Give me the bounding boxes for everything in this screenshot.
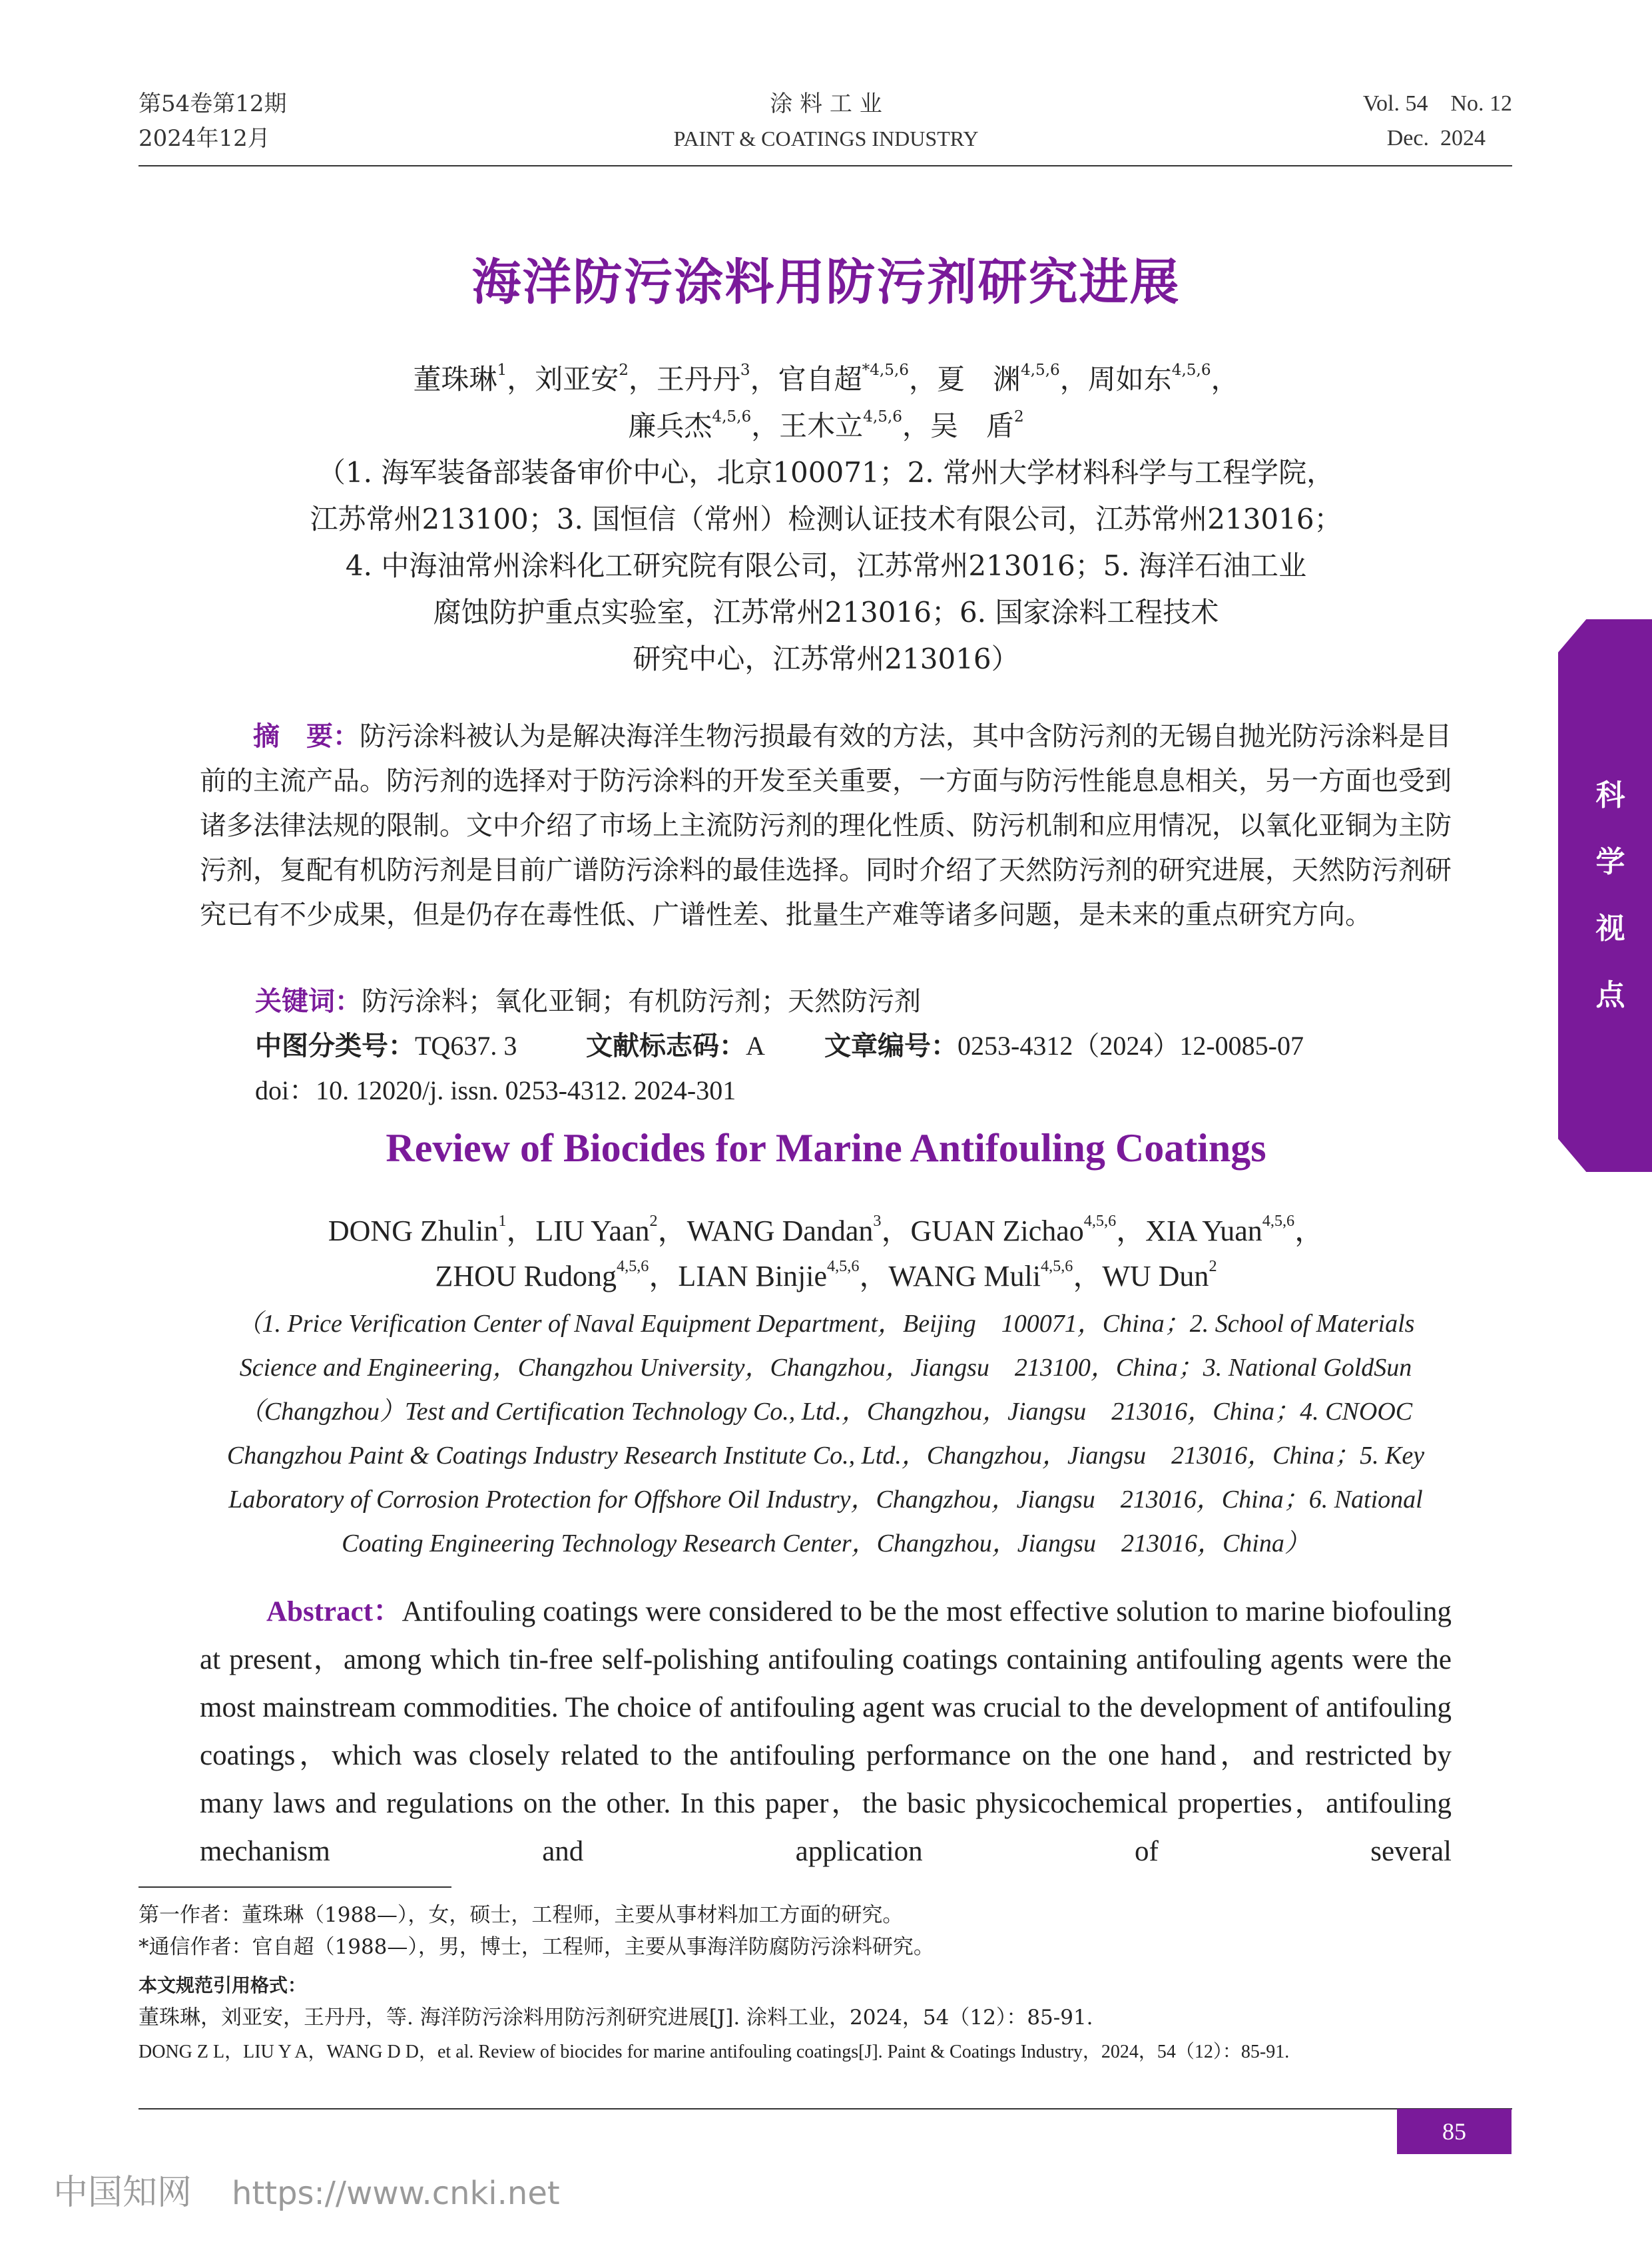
affiliation-cn-line: 江苏常州213100；3. 国恒信（常州）检测认证技术有限公司，江苏常州213016； [310, 503, 1342, 535]
article-title-cn: 海洋防污涂料用防污剂研究进展 [471, 254, 1181, 311]
doc-code-value: A [746, 1031, 765, 1061]
header-rule [138, 165, 1512, 166]
authors-cn-line-2: 廉兵杰$^{4,5,6}$，王木立$^{4,5,6}$，吴 盾$^2$ [628, 408, 1024, 442]
article-number-label: 文章编号： [824, 1030, 958, 1061]
page-number: 85 [1397, 2109, 1512, 2154]
authors-en [0, 1209, 1652, 1299]
doi: doi：10. 12020/j. issn. 0253-4312. 2024-301 [255, 1075, 736, 1105]
affiliation-cn-line: 4. 中海油常州涂料化工研究院有限公司，江苏常州213016；5. 海洋石油工业 [345, 549, 1307, 582]
citation-format-label: 本文规范引用格式： [138, 1974, 307, 1996]
citation-cn: 董珠琳，刘亚安，王丹丹，等. 海洋防污涂料用防污剂研究进展[J]. 涂料工业，2024，54（12）：85-91. [138, 2006, 1093, 2030]
authors-cn-line-1: 董珠琳$^1$，刘亚安$^2$，王丹丹$^3$，官自超$^{*4,5,6}$，夏 渊$^{4,5,6}$，周如东$^{4,5,6}$， [413, 362, 1239, 396]
cnki-watermark[interactable] [53, 2164, 560, 2214]
affiliation-cn-line: （1. 海军装备部装备审价中心，北京100071；2. 常州大学材料科学与工程学院， [317, 456, 1335, 489]
abstract-en-text: Antifouling coatings were considered to be the most effective solution to marine biofouling at present，among which tin-free self-polishing antifouling coatings containing antifouling agents were the most mainstream commodities. The choice of antifouling agent was crucial to the development of antifouling coatings，which was closely related to the antifouling performance on the one hand，and restricted by many laws and regulations on the other. In this paper，the basic physicochemical properties，antifouling mechanism and application of several [200, 1596, 1452, 1867]
clc-value: TQ637. 3 [415, 1031, 517, 1061]
abstract-cn [200, 714, 1452, 938]
header-date-cn: 2024年12月 [138, 125, 270, 152]
keywords-text: 防污涂料；氧化亚铜；有机防污剂；天然防污剂 [362, 986, 921, 1017]
keywords [255, 979, 921, 1024]
cnki-url[interactable]: https://www.cnki.net [232, 2175, 560, 2212]
article-title-en: Review of Biocides for Marine Antifouling Coatings [386, 1126, 1266, 1170]
abstract-en-label: Abstract： [266, 1596, 402, 1627]
affiliation-cn-line: 研究中心，江苏常州213016） [633, 643, 1019, 675]
authors-en-line-2: ZHOU Rudong$^{4,5,6}$，LIAN Binjie$^{4,5,6}$，WANG Muli$^{4,5,6}$，WU Dun$^2$ [435, 1257, 1217, 1292]
affiliation-cn-line: 腐蚀防护重点实验室，江苏常州213016；6. 国家涂料工程技术 [433, 596, 1219, 629]
article-number [824, 1023, 1304, 1069]
header-journal-cn: 涂 料 工 业 [770, 91, 882, 117]
header-date-en: Dec. 2024 [1386, 126, 1486, 150]
header-volume-en: Vol. 54 No. 12 [1362, 91, 1512, 116]
clc-label: 中图分类号： [255, 1030, 415, 1061]
section-side-tab-label: 科 学 视 点 [1595, 778, 1625, 1012]
keywords-label: 关键词： [255, 985, 362, 1017]
authors-en-line-1: DONG Zhulin$^1$，LIU Yaan$^2$，WANG Dandan$^3$，GUAN Zichao$^{4,5,6}$，XIA Yuan$^{4,5,6}$， [328, 1212, 1324, 1247]
footer-rule [138, 2108, 1512, 2109]
abstract-cn-text: 防污涂料被认为是解决海洋生物污损最有效的方法，其中含防污剂的无锡自抛光防污涂料是目前的主流产品。防污剂的选择对于防污涂料的开发至关重要，一方面与防污性能息息相关，另一方面也受到诸多法律法规的限制。文中介绍了市场上主流防污剂的理化性质、防污机制和应用情况，以氧化亚铜为主防污剂，复配有机防污剂是目前广谱防污涂料的最佳选择。同时介绍了天然防污剂的研究进展，天然防污剂研究已有不少成果，但是仍存在毒性低、广谱性差、批量生产难等诸多问题，是未来的重点研究方向。 [200, 721, 1452, 930]
citation-en: DONG Z L，LIU Y A，WANG D D，et al. Review of biocides for marine antifouling coatings[J]. Paint & Coatings Industry，2024，54（12）：85-91. [138, 2042, 1290, 2062]
header-journal-en: PAINT & COATINGS INDUSTRY [673, 127, 979, 150]
authors-cn [0, 356, 1652, 449]
doc-code [586, 1023, 765, 1069]
footnote-first-author: 第一作者：董珠琳（1988—），女，硕士，工程师，主要从事材料加工方面的研究。 [138, 1903, 904, 1927]
article-number-value: 0253-4312（2024）12-0085-07 [958, 1031, 1304, 1061]
affiliations-cn [0, 449, 1652, 683]
footnote-rule [138, 1886, 451, 1888]
abstract-cn-label: 摘 要： [253, 720, 360, 752]
classification-row [255, 1023, 517, 1069]
doc-code-label: 文献标志码： [586, 1030, 746, 1061]
abstract-en [200, 1588, 1452, 1876]
affiliations-en: （1. Price Verification Center of Naval Equipment Department，Beijing 100071，China；2. School of Materials Science and Engineering，Changzhou University，Changzhou，Jiangsu 213100，China；3. National GoldSun（Changzhou）Test and Certification Technology Co., Ltd.，Changzhou，Jiangsu 213016，China；4. CNOOC Changzhou Paint & Coatings Industry Research Institute Co., Ltd.，Changzhou，Jiangsu 213016，China；5. Key Laboratory of Corrosion Protection for Offshore Oil Industry，Changzhou，Jiangsu 213016，China；6. National Coating Engineering Technology Research Center，Changzhou，Jiangsu 213016，China） [226, 1310, 1425, 1557]
cnki-brand: 中国知网 [53, 2173, 192, 2213]
header-volume-cn: 第54卷第12期 [138, 91, 287, 117]
footnote-corresponding-author: *通信作者：官自超（1988—），男，博士，工程师，主要从事海洋防腐防污涂料研究。 [138, 1935, 934, 1959]
